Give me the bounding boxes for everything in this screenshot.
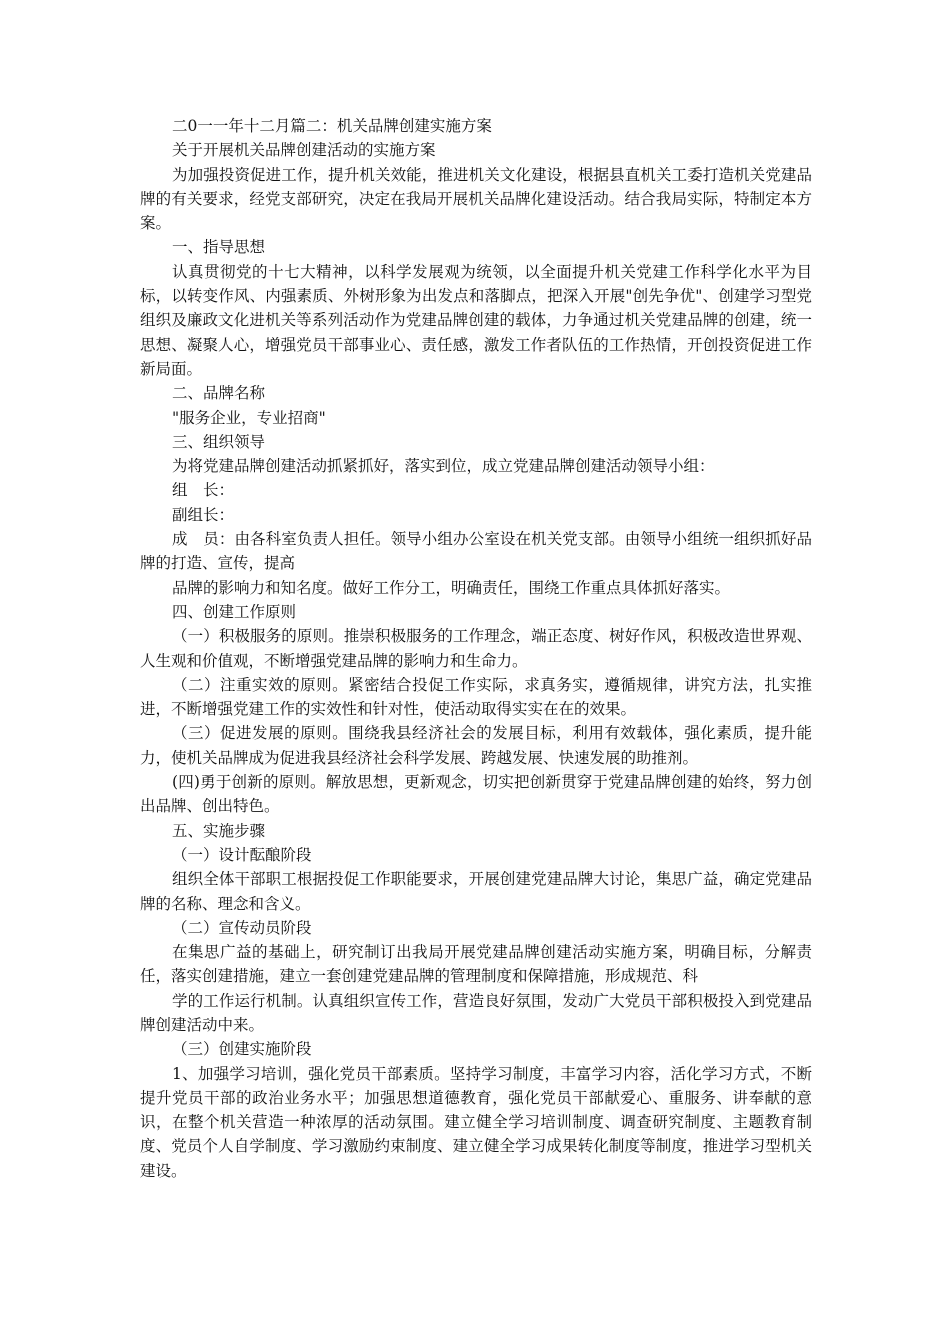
document-body: [140, 114, 812, 1183]
paragraph-mobilization-mechanism: 学的工作运行机制。认真组织宣传工作，营造良好氛围，发动广大党员干部积极投入到党建品牌创建活动中来。: [140, 991, 812, 1034]
section-heading-principles: 四、创建工作原则: [172, 602, 297, 621]
subheading-mobilization-stage: （二）宣传动员阶段: [172, 918, 312, 937]
paragraph-brand-influence: 品牌的影响力和知名度。做好工作分工，明确责任，围绕工作重点具体抓好落实。: [172, 578, 731, 597]
paragraph-leadership-intro: 为将党建品牌创建活动抓紧抓好，落实到位，成立党建品牌创建活动领导小组：: [172, 457, 715, 476]
paragraph-intro: 为加强投资促进工作，提升机关效能，推进机关文化建设，根据县直机关工委打造机关党建品牌的有关要求，经党支部研究，决定在我局开展机关品牌化建设活动。结合我局实际，特制定本方案。: [140, 165, 812, 233]
paragraph-plan-title: 关于开展机关品牌创建活动的实施方案: [172, 141, 436, 160]
paragraph-deputy-leader: 副组长：: [172, 505, 235, 524]
paragraph-brand-name: "服务企业，专业招商": [172, 408, 326, 427]
paragraph-principle-3: （三）促进发展的原则。围绕我县经济社会的发展目标，利用有效载体，强化素质，提升能力，使机关品牌成为促进我县经济社会科学发展、跨越发展、快速发展的助推剂。: [140, 724, 812, 767]
section-heading-guiding-thought: 一、指导思想: [172, 238, 266, 257]
paragraph-principle-1: （一）积极服务的原则。推崇积极服务的工作理念，端正态度、树好作风，积极改造世界观、人生观和价值观，不断增强党建品牌的影响力和生命力。: [140, 627, 812, 670]
paragraph-mobilization-stage: 在集思广益的基础上，研究制订出我局开展党建品牌创建活动实施方案，明确目标，分解责任，落实创建措施，建立一套创建党建品牌的管理制度和保障措施，形成规范、科: [140, 943, 812, 986]
section-heading-steps: 五、实施步骤: [172, 821, 266, 840]
paragraph-members: 成 员：由各科室负责人担任。领导小组办公室设在机关党支部。由领导小组统一组织抓好品牌的打造、宣传，提高: [140, 530, 812, 573]
section-heading-brand-name: 二、品牌名称: [172, 384, 266, 403]
paragraph-design-stage: 组织全体干部职工根据投促工作职能要求，开展创建党建品牌大讨论，集思广益，确定党建品牌的名称、理念和含义。: [140, 870, 812, 913]
section-heading-leadership: 三、组织领导: [172, 432, 266, 451]
paragraph-principle-4: (四)勇于创新的原则。解放思想，更新观念，切实把创新贯穿于党建品牌创建的始终，努力创出品牌、创出特色。: [140, 773, 812, 816]
paragraph-group-leader: 组 长：: [172, 481, 235, 500]
subheading-design-stage: （一）设计酝酿阶段: [172, 845, 312, 864]
paragraph-guiding-thought: 认真贯彻党的十七大精神，以科学发展观为统领，以全面提升机关党建工作科学化水平为目标，以转变作风、内强素质、外树形象为出发点和落脚点，把深入开展"创先争优"、创建学习型党组织及廉政文化进机关等系列活动作为党建品牌创建的载体，力争通过机关党建品牌的创建，统一思想、凝聚人心，增强党员干部事业心、责任感，激发工作者队伍的工作热情，开创投资促进工作新局面。: [140, 262, 812, 378]
paragraph-study-training: 1、加强学习培训，强化党员干部素质。坚持学习制度，丰富学习内容，活化学习方式，不断提升党员干部的政治业务水平；加强思想道德教育，强化党员干部献爱心、重服务、讲奉献的意识，在整个机关营造一种浓厚的活动氛围。建立健全学习培训制度、调查研究制度、主题教育制度、党员个人自学制度、学习激励约束制度、建立健全学习成果转化制度等制度，推进学习型机关建设。: [140, 1064, 812, 1180]
paragraph-principle-2: （二）注重实效的原则。紧密结合投促工作实际，求真务实，遵循规律，讲究方法，扎实推进，不断增强党建工作的实效性和针对性，使活动取得实实在在的效果。: [140, 675, 812, 719]
subheading-implementation-stage: （三）创建实施阶段: [172, 1040, 312, 1059]
paragraph-date-title: 二0一一年十二月篇二：机关品牌创建实施方案: [172, 117, 492, 135]
